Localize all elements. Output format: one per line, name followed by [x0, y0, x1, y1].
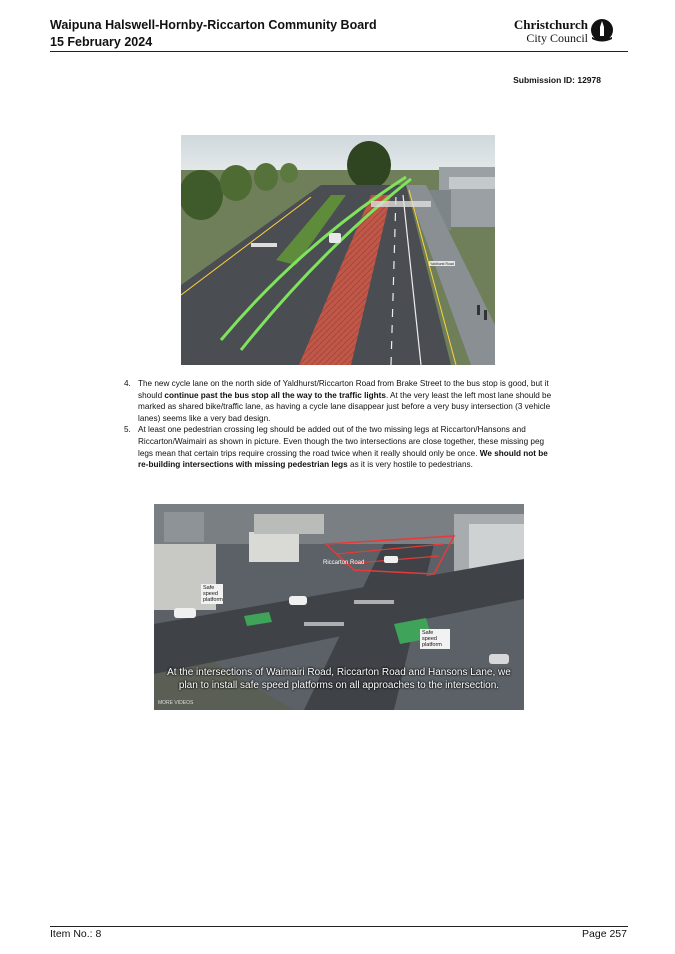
page-number: Page 257	[582, 928, 627, 940]
list-item	[124, 424, 554, 470]
intersection-render-image	[154, 504, 524, 710]
list-item-number: 4.	[124, 379, 131, 388]
item-number: Item No.: 8	[50, 928, 102, 940]
list-item-text: The new cycle lane on the north side of Yaldhurst/Riccarton Road from Brake Street to the bus stop is good, but it should	[138, 379, 549, 400]
road-label: Riccarton Road	[323, 560, 365, 566]
logo-text-line1: Christchurch	[513, 17, 588, 32]
logo-text-line2: City Council	[526, 31, 588, 45]
board-title: Waipuna Halswell-Hornby-Riccarton Community Board	[50, 18, 377, 32]
footer-divider	[50, 926, 628, 927]
submission-id: Submission ID: 12978	[513, 75, 601, 85]
platform-label: Safe speed platform	[420, 629, 450, 649]
list-item-text: as it is very hostile to pedestrians.	[347, 460, 473, 470]
list-item-number: 5.	[124, 425, 131, 435]
list-item-emphasis: We should not be re-building intersections with missing pedestrian legs	[138, 448, 548, 470]
street-render-drawing	[181, 135, 495, 365]
platform-label: Safe speed platform	[203, 585, 223, 603]
video-caption: At the intersections of Waimairi Road, Riccarton Road and Hansons Lane, we plan to install safe speed platforms on all approaches to the intersection.	[167, 667, 511, 691]
header-divider	[50, 51, 628, 52]
list-item	[124, 378, 554, 424]
street-render-image	[181, 135, 495, 365]
council-logo	[514, 18, 614, 46]
road-sign-text: Yaldhurst Road	[430, 262, 454, 266]
list-item-text: . At the very least the left most lane should be marked as shared bike/traffic lane, as having a cycle lane disappear just before a very busy intersection (3 vehicle lanes) seems like a very bad design.	[138, 390, 552, 423]
list-item-emphasis: continue past the bus stop all the way to the traffic lights	[164, 390, 386, 400]
meeting-date: 15 February 2024	[50, 35, 153, 49]
submission-points	[124, 378, 554, 471]
more-videos-label: MORE VIDEOS	[158, 700, 194, 706]
list-item-text: At least one pedestrian crossing leg should be added out of the two missing legs at Riccarton/Hansons and Riccarton/Waimairi as shown in picture. Even though the two intersections are close together, these missing peg legs mean that certain trips require crossing the road twice when it really should only be once.	[138, 425, 545, 458]
cathedral-logo-icon	[590, 18, 614, 44]
